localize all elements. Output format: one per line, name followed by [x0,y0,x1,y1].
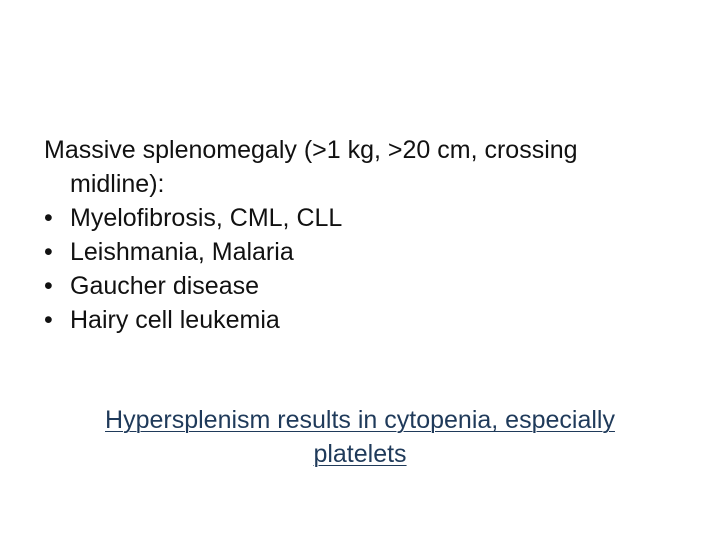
hypersplenism-link[interactable] [40,403,680,471]
heading-line-1: Massive splenomegaly (>1 kg, >20 cm, crossing [44,136,578,164]
list-item-text: Gaucher disease [70,272,260,300]
list-item [44,201,684,235]
bullet-icon: • [44,272,53,300]
bullet-icon: • [44,204,53,232]
footnote-line-2[interactable]: platelets [313,440,407,468]
slide-content [44,133,684,337]
list-item-text: Hairy cell leukemia [70,306,280,334]
bullet-list [44,201,684,337]
list-item-text: Myelofibrosis, CML, CLL [70,204,343,232]
list-item [44,303,684,337]
bullet-icon: • [44,306,53,334]
footnote-line-1[interactable]: Hypersplenism results in cytopenia, especially [105,406,615,434]
heading-line-2: midline): [70,170,165,198]
list-item-text: Leishmania, Malaria [70,238,294,266]
list-item [44,269,684,303]
bullet-icon: • [44,238,53,266]
list-item [44,235,684,269]
